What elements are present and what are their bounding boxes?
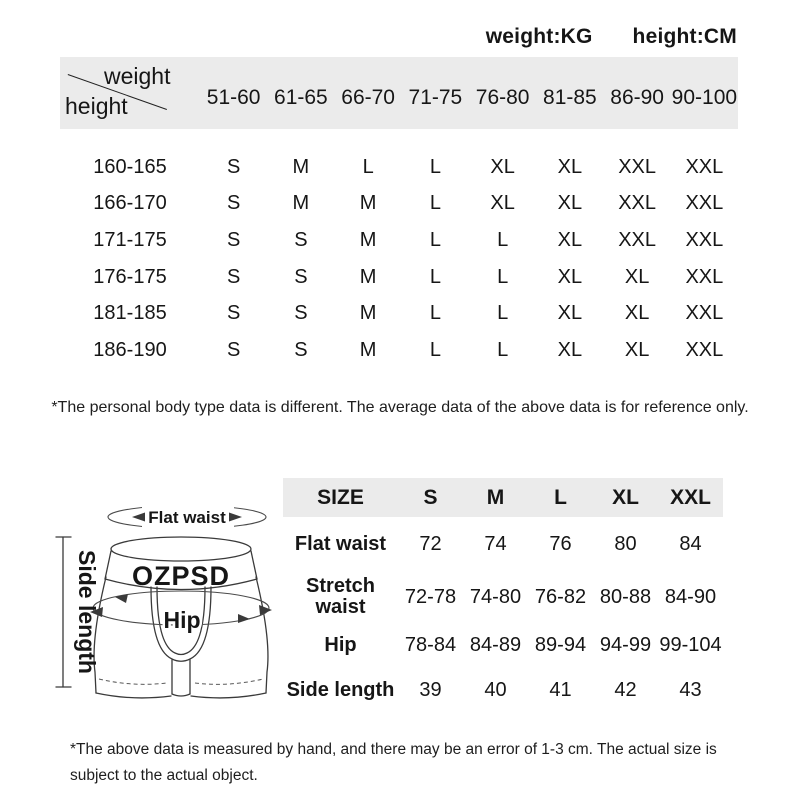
size-cell: XXL [618, 228, 657, 251]
measurement-column-header: SIZE [317, 485, 364, 509]
measurement-value: 94-99 [599, 633, 652, 656]
gusset-bottom [172, 694, 190, 696]
size-cell: L [497, 338, 509, 361]
size-cell: S [294, 302, 308, 325]
table-row [60, 186, 738, 223]
height-row-label: 181-185 [93, 302, 167, 325]
size-cell: XXL [685, 192, 724, 215]
table-row [60, 222, 738, 259]
left-stitch-line [99, 679, 167, 684]
size-cell: L [429, 192, 441, 215]
measurement-column-header: L [554, 485, 567, 509]
size-cell: L [429, 155, 441, 178]
corner-cell [60, 57, 200, 129]
table-row [60, 295, 738, 332]
size-cell: M [292, 192, 310, 215]
size-cell: S [294, 338, 308, 361]
size-cell: XL [490, 192, 515, 215]
size-cell: M [359, 192, 377, 215]
size-cell: XXL [618, 192, 657, 215]
measurement-value: 41 [549, 679, 572, 701]
size-cell: M [359, 302, 377, 325]
measurement-value: 43 [679, 679, 702, 701]
table-row [60, 332, 738, 369]
size-cell: XXL [685, 155, 724, 178]
measurement-column-header: S [423, 485, 438, 509]
size-cell: XL [624, 302, 650, 325]
size-cell: L [497, 265, 509, 288]
size-cell: L [497, 302, 509, 325]
height-unit-label: height:CM [632, 25, 737, 48]
right-hem [191, 693, 266, 698]
size-cell: XXL [685, 338, 724, 361]
left-hem [96, 693, 171, 698]
measurement-column-header: XXL [670, 485, 711, 509]
measurement-value: 72-78 [404, 585, 457, 608]
size-cell: M [359, 228, 377, 251]
measurement-note: *The above data is measured by hand, and there may be an error of 1-3 cm. The actual size is subject to the actual object. [70, 741, 717, 785]
table-row [283, 668, 723, 713]
measurement-value: 89-94 [534, 633, 587, 656]
size-cell: XL [490, 155, 515, 178]
waistband-top [111, 537, 251, 561]
weight-column-header: 71-75 [408, 86, 463, 109]
measurement-value: 84 [679, 533, 702, 555]
measurement-value: 76 [549, 533, 572, 555]
size-cell: L [429, 228, 441, 251]
measurement-value: 80 [614, 533, 637, 555]
measurement-header-band [283, 478, 723, 517]
size-cell: L [497, 228, 509, 251]
right-outer-seam [256, 577, 268, 693]
size-cell: S [294, 228, 308, 251]
size-cell: XXL [685, 265, 724, 288]
measurement-value: 39 [419, 679, 442, 701]
size-cell: XL [624, 338, 650, 361]
size-cell: S [226, 155, 241, 178]
size-cell: L [429, 302, 441, 325]
size-cell: XL [557, 155, 583, 178]
measurement-value: 42 [614, 679, 637, 701]
size-cell: S [226, 228, 241, 251]
size-cell: XL [557, 265, 583, 288]
measurement-table [283, 478, 723, 713]
arrow-right-icon [238, 614, 250, 623]
measurement-value: 80-88 [599, 585, 652, 608]
weight-column-header: 90-100 [671, 86, 738, 109]
size-cell: XL [624, 265, 650, 288]
arrow-right-icon [229, 513, 242, 522]
measurement-value: 84-89 [469, 633, 522, 656]
size-cell: XXL [685, 302, 724, 325]
hip-label: Hip [163, 607, 201, 633]
size-cell: S [226, 338, 241, 361]
arrow-left-icon [132, 513, 145, 522]
units-header [486, 25, 737, 49]
right-stitch-line [195, 679, 263, 684]
size-cell: XL [557, 192, 583, 215]
waistband-left [105, 551, 111, 579]
weight-unit-label: weight:KG [485, 25, 593, 48]
size-cell: S [226, 302, 241, 325]
measurement-row-label: Hip [324, 633, 357, 656]
measurement-row-label: Stretch waist [306, 575, 375, 618]
table-row [283, 622, 723, 668]
table-row [60, 149, 738, 186]
size-cell: XXL [618, 155, 657, 178]
size-chart-table [60, 57, 738, 369]
weight-column-header: 51-60 [206, 86, 261, 109]
measurement-value: 74 [484, 533, 507, 555]
waistband-right [251, 551, 257, 579]
size-cell: M [359, 338, 377, 361]
corner-height-label: height [65, 93, 128, 119]
height-row-label: 166-170 [93, 192, 167, 215]
measurement-column-header: M [486, 485, 505, 509]
table-row [60, 259, 738, 296]
weight-column-header: 66-70 [341, 86, 395, 109]
measurement-value: 78-84 [404, 633, 457, 656]
corner-weight-label: weight [104, 63, 171, 89]
measurement-value: 99-104 [659, 633, 722, 656]
size-cell: S [226, 192, 241, 215]
measurement-value: 72 [419, 533, 442, 555]
boxer-diagram [40, 495, 290, 710]
size-cell: L [429, 338, 441, 361]
measurement-column-header: XL [612, 485, 639, 509]
size-cell: S [226, 265, 241, 288]
height-row-label: 176-175 [93, 265, 167, 288]
size-chart-body [60, 149, 738, 369]
measurement-value: 74-80 [469, 585, 522, 608]
weight-column-header: 76-80 [475, 86, 530, 109]
size-cell: XL [557, 302, 583, 325]
measurement-value: 76-82 [534, 585, 587, 608]
size-chart-note: *The personal body type data is different. The average data of the above data is for reference only. [51, 399, 749, 416]
side-length-label: Side length [74, 550, 100, 674]
size-cell: XXL [685, 228, 724, 251]
size-cell: S [294, 265, 308, 288]
flat-waist-label: Flat waist [148, 508, 226, 527]
height-row-label: 186-190 [93, 338, 167, 361]
size-cell: XL [557, 338, 583, 361]
brand-logo: OZPSD [131, 561, 231, 591]
measurement-value: 84-90 [664, 585, 717, 608]
weight-column-header: 86-90 [610, 86, 664, 109]
weight-column-header: 81-85 [543, 86, 597, 109]
size-cell: L [362, 155, 374, 178]
measurement-row-label: Side length [286, 679, 395, 701]
weight-column-headers [200, 57, 738, 129]
size-cell: M [359, 265, 377, 288]
size-cell: M [292, 155, 310, 178]
weight-column-header: 61-65 [274, 86, 328, 109]
measurement-value: 40 [484, 679, 507, 701]
height-row-label: 171-175 [93, 228, 167, 251]
table-row [283, 572, 723, 622]
measurement-row-label: Flat waist [294, 533, 387, 555]
size-cell: XL [557, 228, 583, 251]
height-row-label: 160-165 [93, 155, 167, 178]
table-row [283, 517, 723, 572]
size-chart-header-band [60, 57, 738, 129]
size-cell: L [429, 265, 441, 288]
